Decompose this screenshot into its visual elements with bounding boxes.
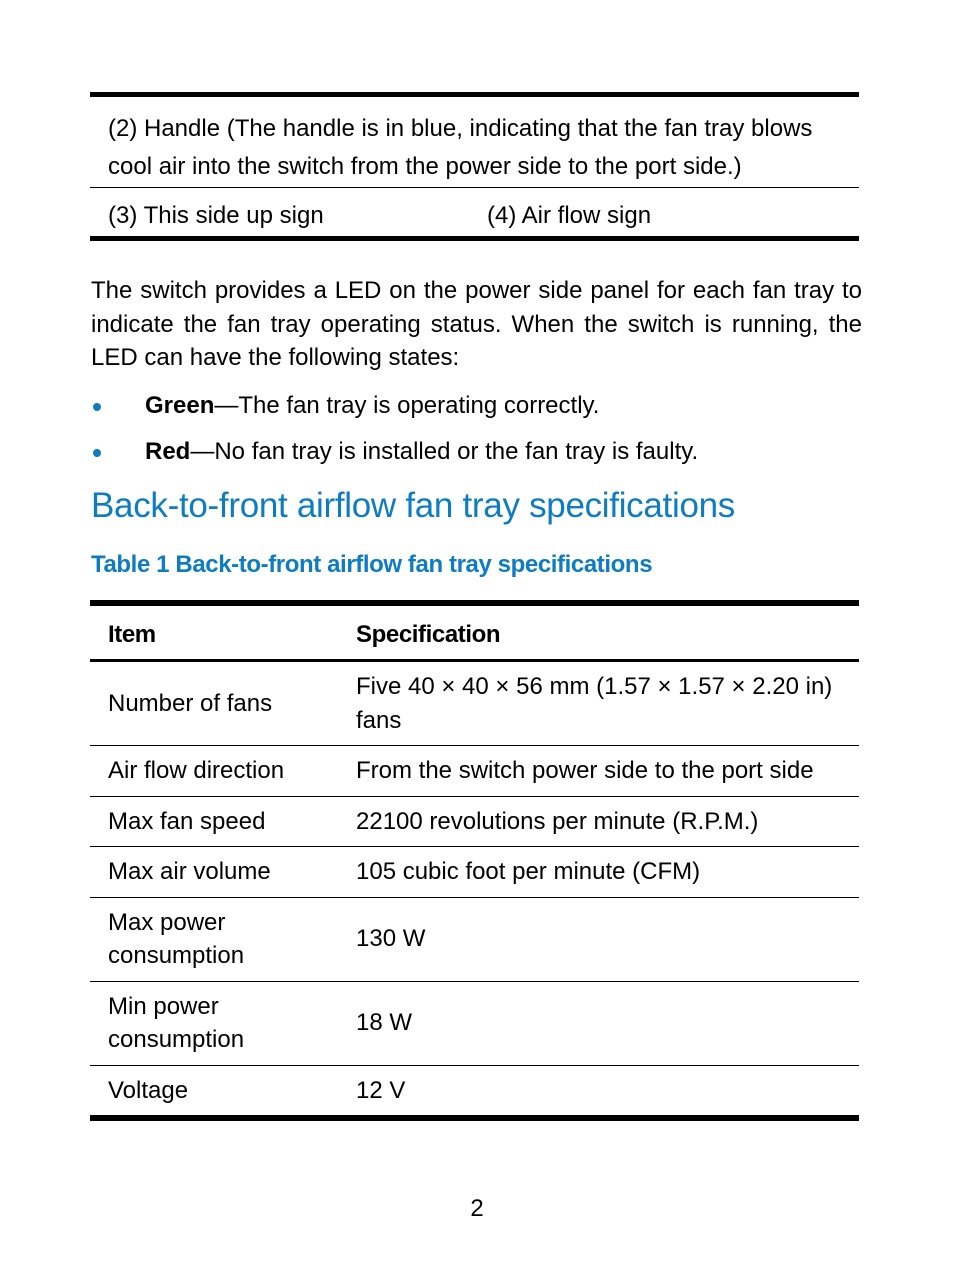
table-row <box>90 1065 859 1118</box>
led-state-list <box>91 388 862 480</box>
table-cell-spec: Five 40 × 40 × 56 mm (1.57 × 1.57 × 2.20 in) fans <box>338 661 859 746</box>
column-header-item: Item <box>90 603 338 661</box>
list-item <box>91 388 862 434</box>
table-caption: Table 1 Back-to-front airflow fan tray specifications <box>91 551 653 578</box>
table-row <box>90 746 859 797</box>
table-cell-item: Max air volume <box>90 847 338 898</box>
table-cell-item: Number of fans <box>90 661 338 746</box>
table-cell-spec: 18 W <box>338 981 859 1065</box>
table-cell-item: Max fan speed <box>90 796 338 847</box>
table-row <box>90 661 859 746</box>
bullet-icon <box>93 403 101 411</box>
led-state-term: Red <box>145 438 191 465</box>
table-cell-item: Max power consumption <box>90 897 338 981</box>
table-row <box>90 847 859 898</box>
table-row <box>90 796 859 847</box>
legend-item-this-side-up: (3) This side up sign <box>108 202 324 229</box>
legend-row <box>90 188 859 239</box>
table-cell-spec: From the switch power side to the port side <box>338 746 859 797</box>
list-item <box>91 434 862 480</box>
column-header-specification: Specification <box>338 603 859 661</box>
table-cell-spec: 22100 revolutions per minute (R.P.M.) <box>338 796 859 847</box>
led-state-term: Green <box>145 392 215 419</box>
figure-legend-table <box>90 92 859 241</box>
led-state-description: —No fan tray is installed or the fan tray is faulty. <box>190 438 699 465</box>
table-cell-spec: 12 V <box>356 1076 406 1104</box>
table-header-row <box>90 603 859 661</box>
bullet-icon <box>93 449 101 457</box>
page-number: 2 <box>470 1195 484 1222</box>
led-state-description: —The fan tray is operating correctly. <box>214 392 600 419</box>
spec-table <box>90 600 859 1121</box>
intro-paragraph: The switch provides a LED on the power side panel for each fan tray to indicate the fan tray operating status. When the switch is running, the LED can have the following states: <box>91 277 862 371</box>
legend-item-handle: (2) Handle (The handle is in blue, indicating that the fan tray blows cool air into the switch from the power side to the port side.) <box>90 95 859 188</box>
legend-row <box>90 95 859 188</box>
table-row <box>90 981 859 1065</box>
table-cell-spec: 105 cubic foot per minute (CFM) <box>338 847 859 898</box>
section-heading: Back-to-front airflow fan tray specifications <box>91 486 735 525</box>
table-cell-spec: 130 W <box>338 897 859 981</box>
table-cell-item: Air flow direction <box>90 746 338 797</box>
table-cell-item: Min power consumption <box>90 981 338 1065</box>
legend-item-air-flow: (4) Air flow sign <box>487 202 652 229</box>
table-row <box>90 897 859 981</box>
table-cell-item: Voltage <box>108 1076 189 1104</box>
